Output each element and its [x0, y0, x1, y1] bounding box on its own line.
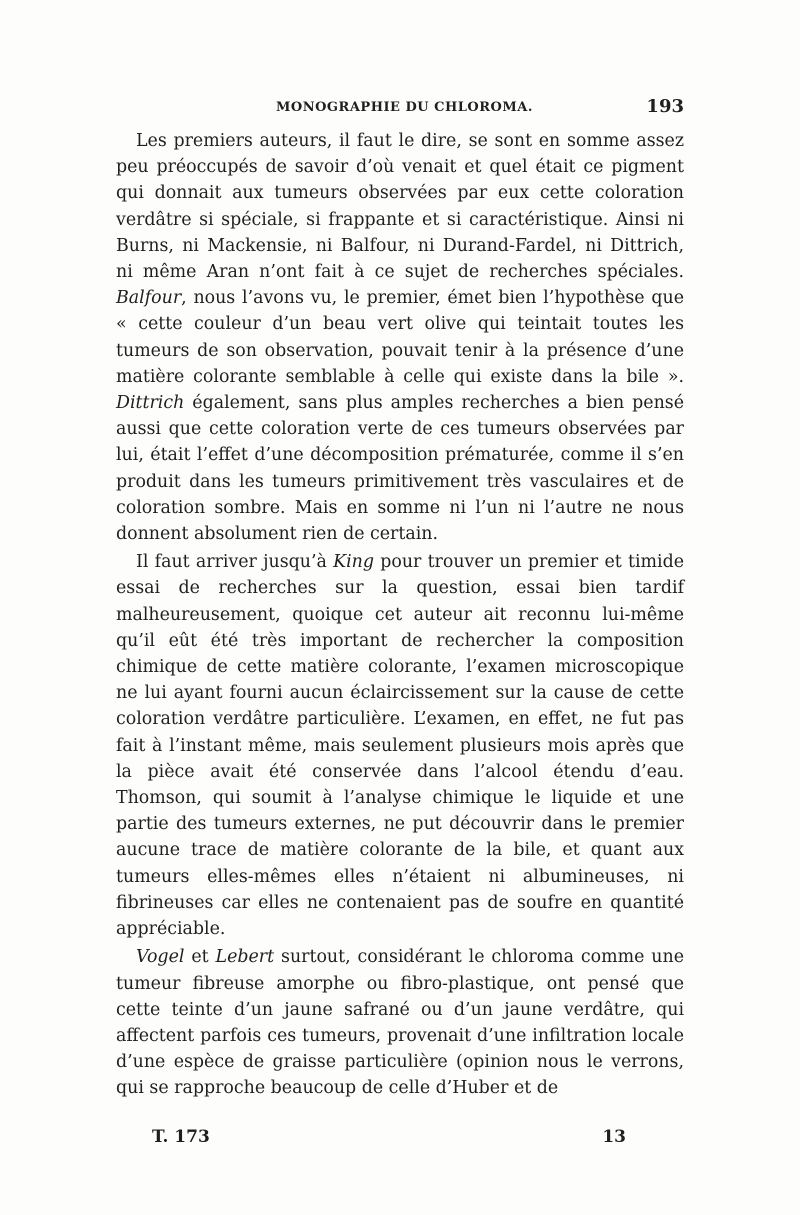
author-name-balfour: Balfour: [116, 288, 182, 309]
paragraph-text: , nous l’avons vu, le premier, émet bien l’hypothèse que « cette couleur d’un beau vert olive qui teintait toutes les tumeurs de son observation, pouvait tenir à la présence d’une matière colorante semblable à celle qui existe dans la bile ».: [116, 288, 684, 387]
paragraph-text: également, sans plus amples recherches a bien pensé aussi que cette coloration verte de ces tumeurs observées par lui, était l’effet d’une décomposition prématurée, comme il s’en produit dans les tumeurs primitivement très vasculaires et de coloration sombre. Mais en somme ni l’un ni l’autre ne nous donnent absolument rien de certain.: [116, 393, 684, 545]
signature-mark: T. 173: [152, 1127, 210, 1147]
body-text: [116, 128, 684, 1102]
paragraph-text: surtout, considérant le chloroma comme une tumeur fibreuse amorphe ou fibro-plastique, ont pensé que cette teinte d’un jaune safrané ou d’un jaune verdâtre, qui affectent parfois ces tumeurs, provenait d’une infiltration locale d’une espèce de graisse particulière (opinion nous le verrons, qui se rapproche beaucoup de celle d’Huber et de: [116, 947, 684, 1099]
paragraph-text: pour trouver un premier et timide essai de recherches sur la question, essai bien tardif malheureusement, quoique cet auteur ait reconnu lui-même qu’il eût été très important de rechercher la composition chimique de cette matière colorante, l’examen microscopique ne lui ayant fourni aucun éclaircissement sur la cause de cette coloration verdâtre particulière. L’examen, en effet, ne fut pas fait à l’instant même, mais seulement plusieurs mois après que la pièce avait été conservée dans l’alcool étendu d’eau. Thomson, qui soumit à l’analyse chimique le liquide et une partie des tumeurs externes, ne put découvrir dans le premier aucune trace de matière colorante de la bile, et quant aux tumeurs elles-mêmes elles n’étaient ni albumineuses, ni fibrineuses car elles ne contenaient pas de soufre en quantité appréciable.: [116, 552, 684, 940]
running-head: [116, 96, 684, 122]
author-name-vogel: Vogel: [136, 947, 185, 968]
paragraph-text: et: [184, 947, 216, 968]
page-number: 193: [646, 96, 684, 117]
author-name-lebert: Lebert: [215, 947, 275, 968]
paragraph-1: [116, 128, 684, 547]
page-footer: [152, 1127, 626, 1153]
author-name-dittrich: Dittrich: [116, 393, 185, 414]
running-title: MONOGRAPHIE DU CHLOROMA.: [276, 100, 533, 115]
paragraph-3: [116, 944, 684, 1101]
paragraph-text: Il faut arriver jusqu’à: [136, 552, 334, 573]
signature-number: 13: [602, 1127, 626, 1147]
paragraph-2: [116, 549, 684, 942]
paragraph-text: Les premiers auteurs, il faut le dire, se sont en somme assez peu préoccupés de savoir d’où venait et quel était ce pigment qui donnait aux tumeurs observées par eux cette coloration verdâtre si spéciale, si frappante et si caractéristique. Ainsi ni Burns, ni Mackensie, ni Balfour, ni Durand-Fardel, ni Dittrich, ni même Aran n’ont fait à ce sujet de recherches spéciales.: [116, 131, 684, 283]
author-name-king: King: [333, 552, 374, 573]
